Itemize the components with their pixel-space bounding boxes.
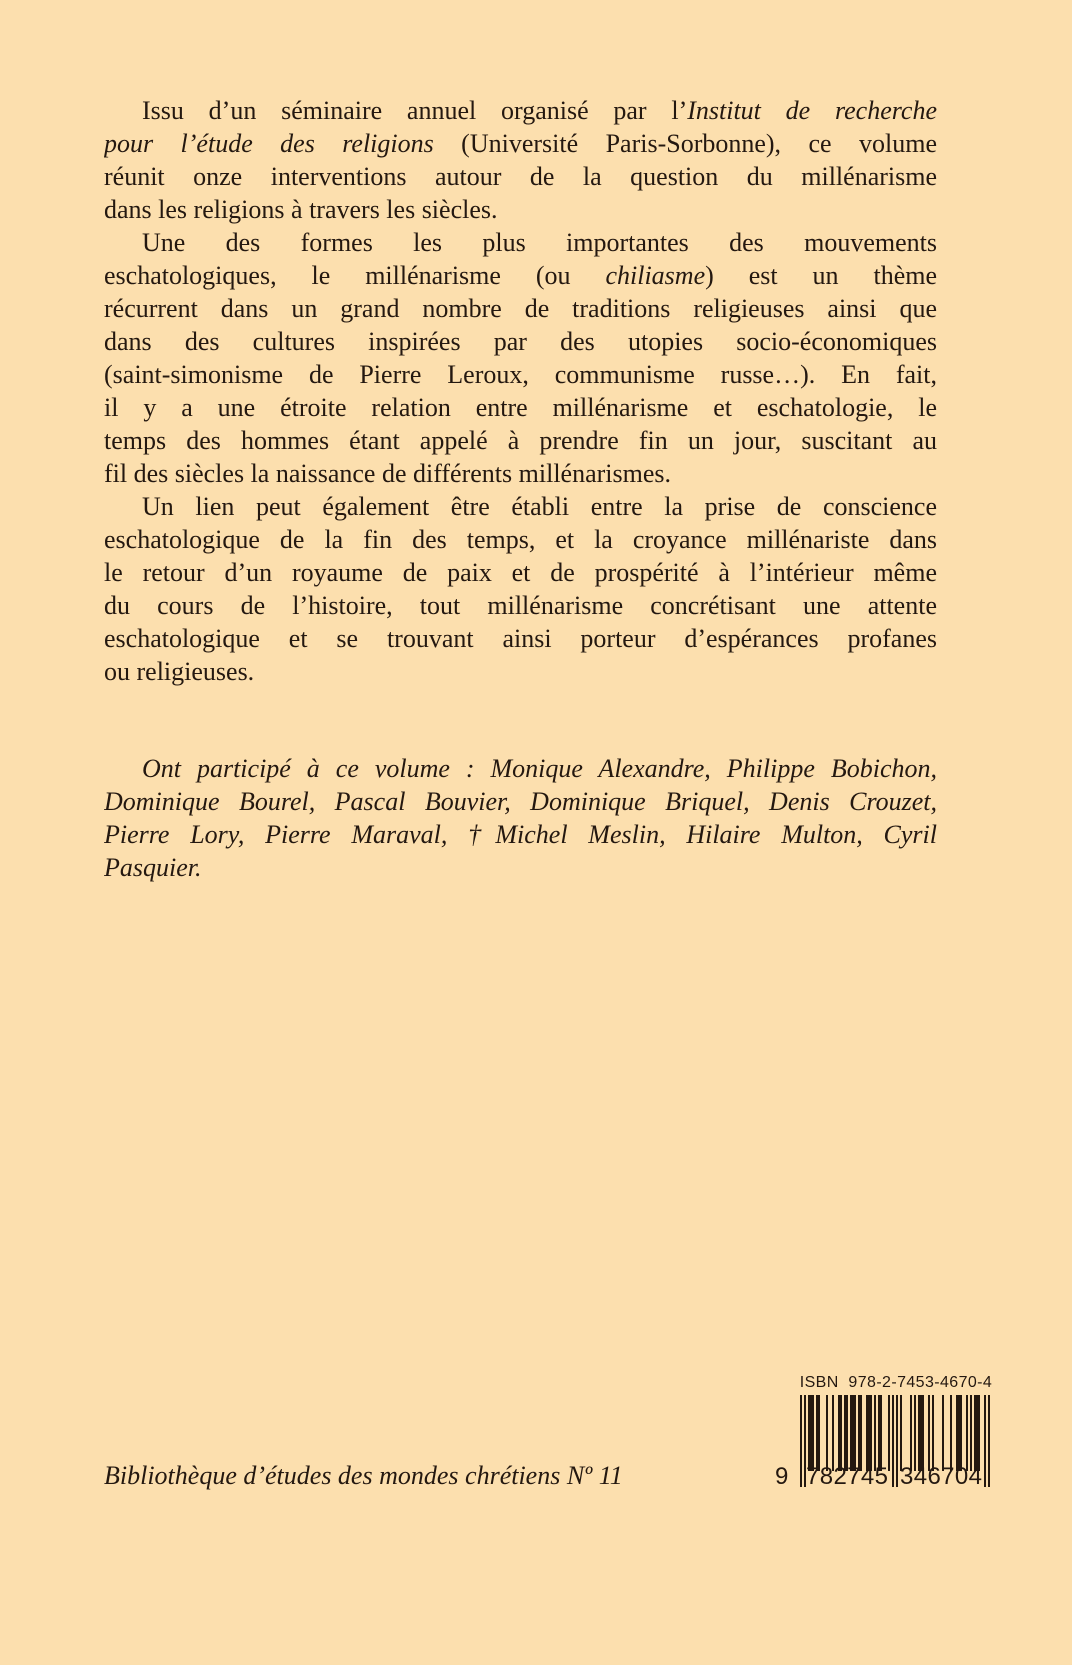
barcode-digits-right [900, 1465, 982, 1489]
italic-text-segment: Pasquier. [104, 853, 202, 882]
text-segment: ou religieuses. [104, 657, 255, 686]
text-line [104, 622, 937, 655]
barcode-digit: 7 [941, 1463, 955, 1490]
series-note-text: Bibliothèque d’études des mondes chrétiens Nº 11 [104, 1461, 623, 1490]
text-segment: eschatologique de la fin des temps, et la croyance millénariste dans [104, 525, 937, 554]
text-line [104, 523, 937, 556]
barcode-digit: 5 [874, 1463, 888, 1490]
isbn-label: ISBN [799, 1374, 839, 1391]
text-segment: eschatologique et se trouvant ainsi porteur d’espérances profanes [104, 624, 937, 653]
text-line [104, 655, 937, 688]
barcode-digits-left [806, 1465, 888, 1489]
barcode-digit: 0 [954, 1463, 969, 1490]
barcode-digit: 4 [860, 1463, 875, 1490]
text-line [104, 160, 937, 193]
barcode-digit-first: 9 [775, 1463, 789, 1490]
text-segment: le retour d’un royaume de paix et de prospérité à l’intérieur même [104, 558, 937, 587]
barcode-digit: 3 [900, 1463, 914, 1490]
text-segment: dans des cultures inspirées par des utopies socio-économiques [104, 327, 937, 356]
text-segment: il y a une étroite relation entre millénarisme et eschatologie, le [104, 393, 937, 422]
text-segment: récurrent dans un grand nombre de traditions religieuses ainsi que [104, 294, 937, 323]
text-line [104, 752, 937, 785]
text-segment: eschatologiques, le millénarisme (ou [104, 261, 606, 290]
text-line [104, 457, 937, 490]
text-line [104, 127, 937, 160]
contributors-text-block [104, 752, 937, 884]
text-line [104, 391, 937, 424]
text-segment: dans les religions à travers les siècles. [104, 195, 498, 224]
italic-text-segment: Institut de recherche [687, 96, 937, 125]
text-line [104, 226, 937, 259]
text-line [104, 490, 937, 523]
isbn-number: 978-2-7453-4670-4 [848, 1374, 993, 1391]
text-segment: ) est un thème [705, 261, 937, 290]
isbn-text [796, 1374, 996, 1392]
synopsis-text-block [104, 94, 937, 688]
barcode-digit: 4 [913, 1463, 928, 1490]
text-segment: réunit onze interventions autour de la question du millénarisme [104, 162, 937, 191]
barcode-digit: 7 [847, 1463, 861, 1490]
series-note [104, 1461, 623, 1491]
barcode-digit: 2 [833, 1463, 847, 1490]
text-segment: Une des formes les plus importantes des mouvements [142, 228, 937, 257]
barcode-digit: 8 [819, 1463, 834, 1490]
text-segment: du cours de l’histoire, tout millénarisme concrétisant une attente [104, 591, 937, 620]
text-segment: (Université Paris-Sorbonne), ce volume [433, 129, 937, 158]
text-line [104, 556, 937, 589]
text-line [104, 193, 937, 226]
text-line [104, 589, 937, 622]
text-line [104, 785, 937, 818]
text-line [104, 259, 937, 292]
text-segment: fil des siècles la naissance de différents millénarismes. [104, 459, 671, 488]
italic-text-segment: Dominique Bourel, Pascal Bouvier, Dominique Briquel, Denis Crouzet, [104, 787, 937, 816]
italic-text-segment: Ont participé à ce volume : Monique Alexandre, Philippe Bobichon, [142, 754, 937, 783]
italic-text-segment: chiliasme [605, 261, 706, 290]
text-line [104, 818, 937, 851]
ean13-barcode [775, 1395, 990, 1495]
text-segment: Issu d’un séminaire annuel organisé par l’ [142, 96, 688, 125]
italic-text-segment: Pierre Lory, Pierre Maraval, †Michel Meslin, Hilaire Multon, Cyril [104, 820, 937, 849]
text-line [104, 851, 937, 884]
text-line [104, 94, 937, 127]
text-segment: temps des hommes étant appelé à prendre fin un jour, suscitant au [104, 426, 937, 455]
text-line [104, 358, 937, 391]
barcode-digit: 7 [806, 1463, 820, 1490]
text-segment: Un lien peut également être établi entre la prise de conscience [142, 492, 937, 521]
barcode-digit: 4 [968, 1463, 982, 1490]
text-line [104, 325, 937, 358]
text-line [104, 424, 937, 457]
text-line [104, 292, 937, 325]
text-segment: (saint-simonisme de Pierre Leroux, communisme russe…). En fait, [104, 360, 937, 389]
barcode-digit: 6 [927, 1463, 941, 1490]
italic-text-segment: pour l’étude des religions [104, 129, 434, 158]
